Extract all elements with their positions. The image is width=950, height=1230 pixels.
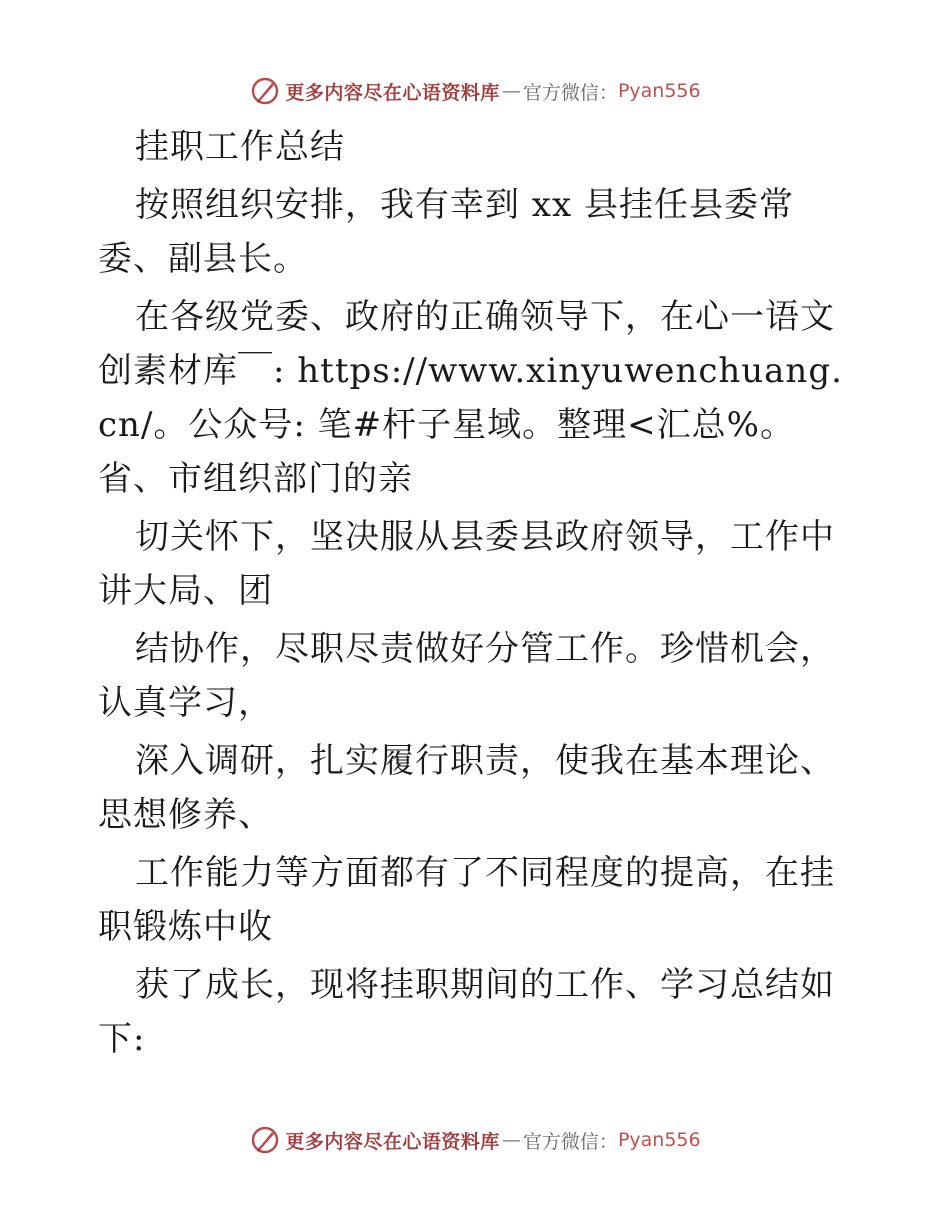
header-banner	[0, 71, 950, 111]
banner-contact-label: 官方微信：	[522, 81, 618, 104]
footer-banner	[0, 1120, 950, 1160]
banner-brand-text: 更多内容尽在心语资料库	[285, 1130, 500, 1153]
document-title: 挂职工作总结	[135, 127, 345, 167]
paragraph: 结协作，尽职尽责做好分管工作。珍惜机会，认真学习，	[98, 629, 835, 723]
banner-contact-label: 官方微信：	[522, 1130, 618, 1153]
paragraph: 深入调研，扎实履行职责，使我在基本理论、思想修养、	[98, 741, 835, 835]
banner-brand-text: 更多内容尽在心语资料库	[285, 81, 500, 104]
document-body	[98, 120, 854, 1070]
quill-logo-icon	[249, 1124, 281, 1156]
quill-logo-icon	[249, 75, 281, 107]
banner-wechat-id: Pyan556	[617, 80, 701, 102]
banner-separator: —	[501, 1129, 521, 1151]
banner-wechat-id: Pyan556	[617, 1129, 701, 1151]
paragraph: 工作能力等方面都有了不同程度的提高，在挂职锻炼中收	[98, 853, 835, 947]
paragraph: 按照组织安排，我有幸到 xx 县挂任县委常委、副县长。	[98, 185, 794, 279]
paragraph: 在各级党委、政府的正确领导下，在心一语文创素材库￣: https://www.xinyuwenchuang.cn/。公众号: 笔#杆子星域。整理<汇总%。省、市组织部门的亲	[98, 297, 843, 499]
paragraph: 获了成长，现将挂职期间的工作、学习总结如下:	[98, 965, 835, 1059]
paragraph: 切关怀下，坚决服从县委县政府领导，工作中讲大局、团	[98, 517, 835, 611]
banner-separator: —	[501, 80, 521, 102]
